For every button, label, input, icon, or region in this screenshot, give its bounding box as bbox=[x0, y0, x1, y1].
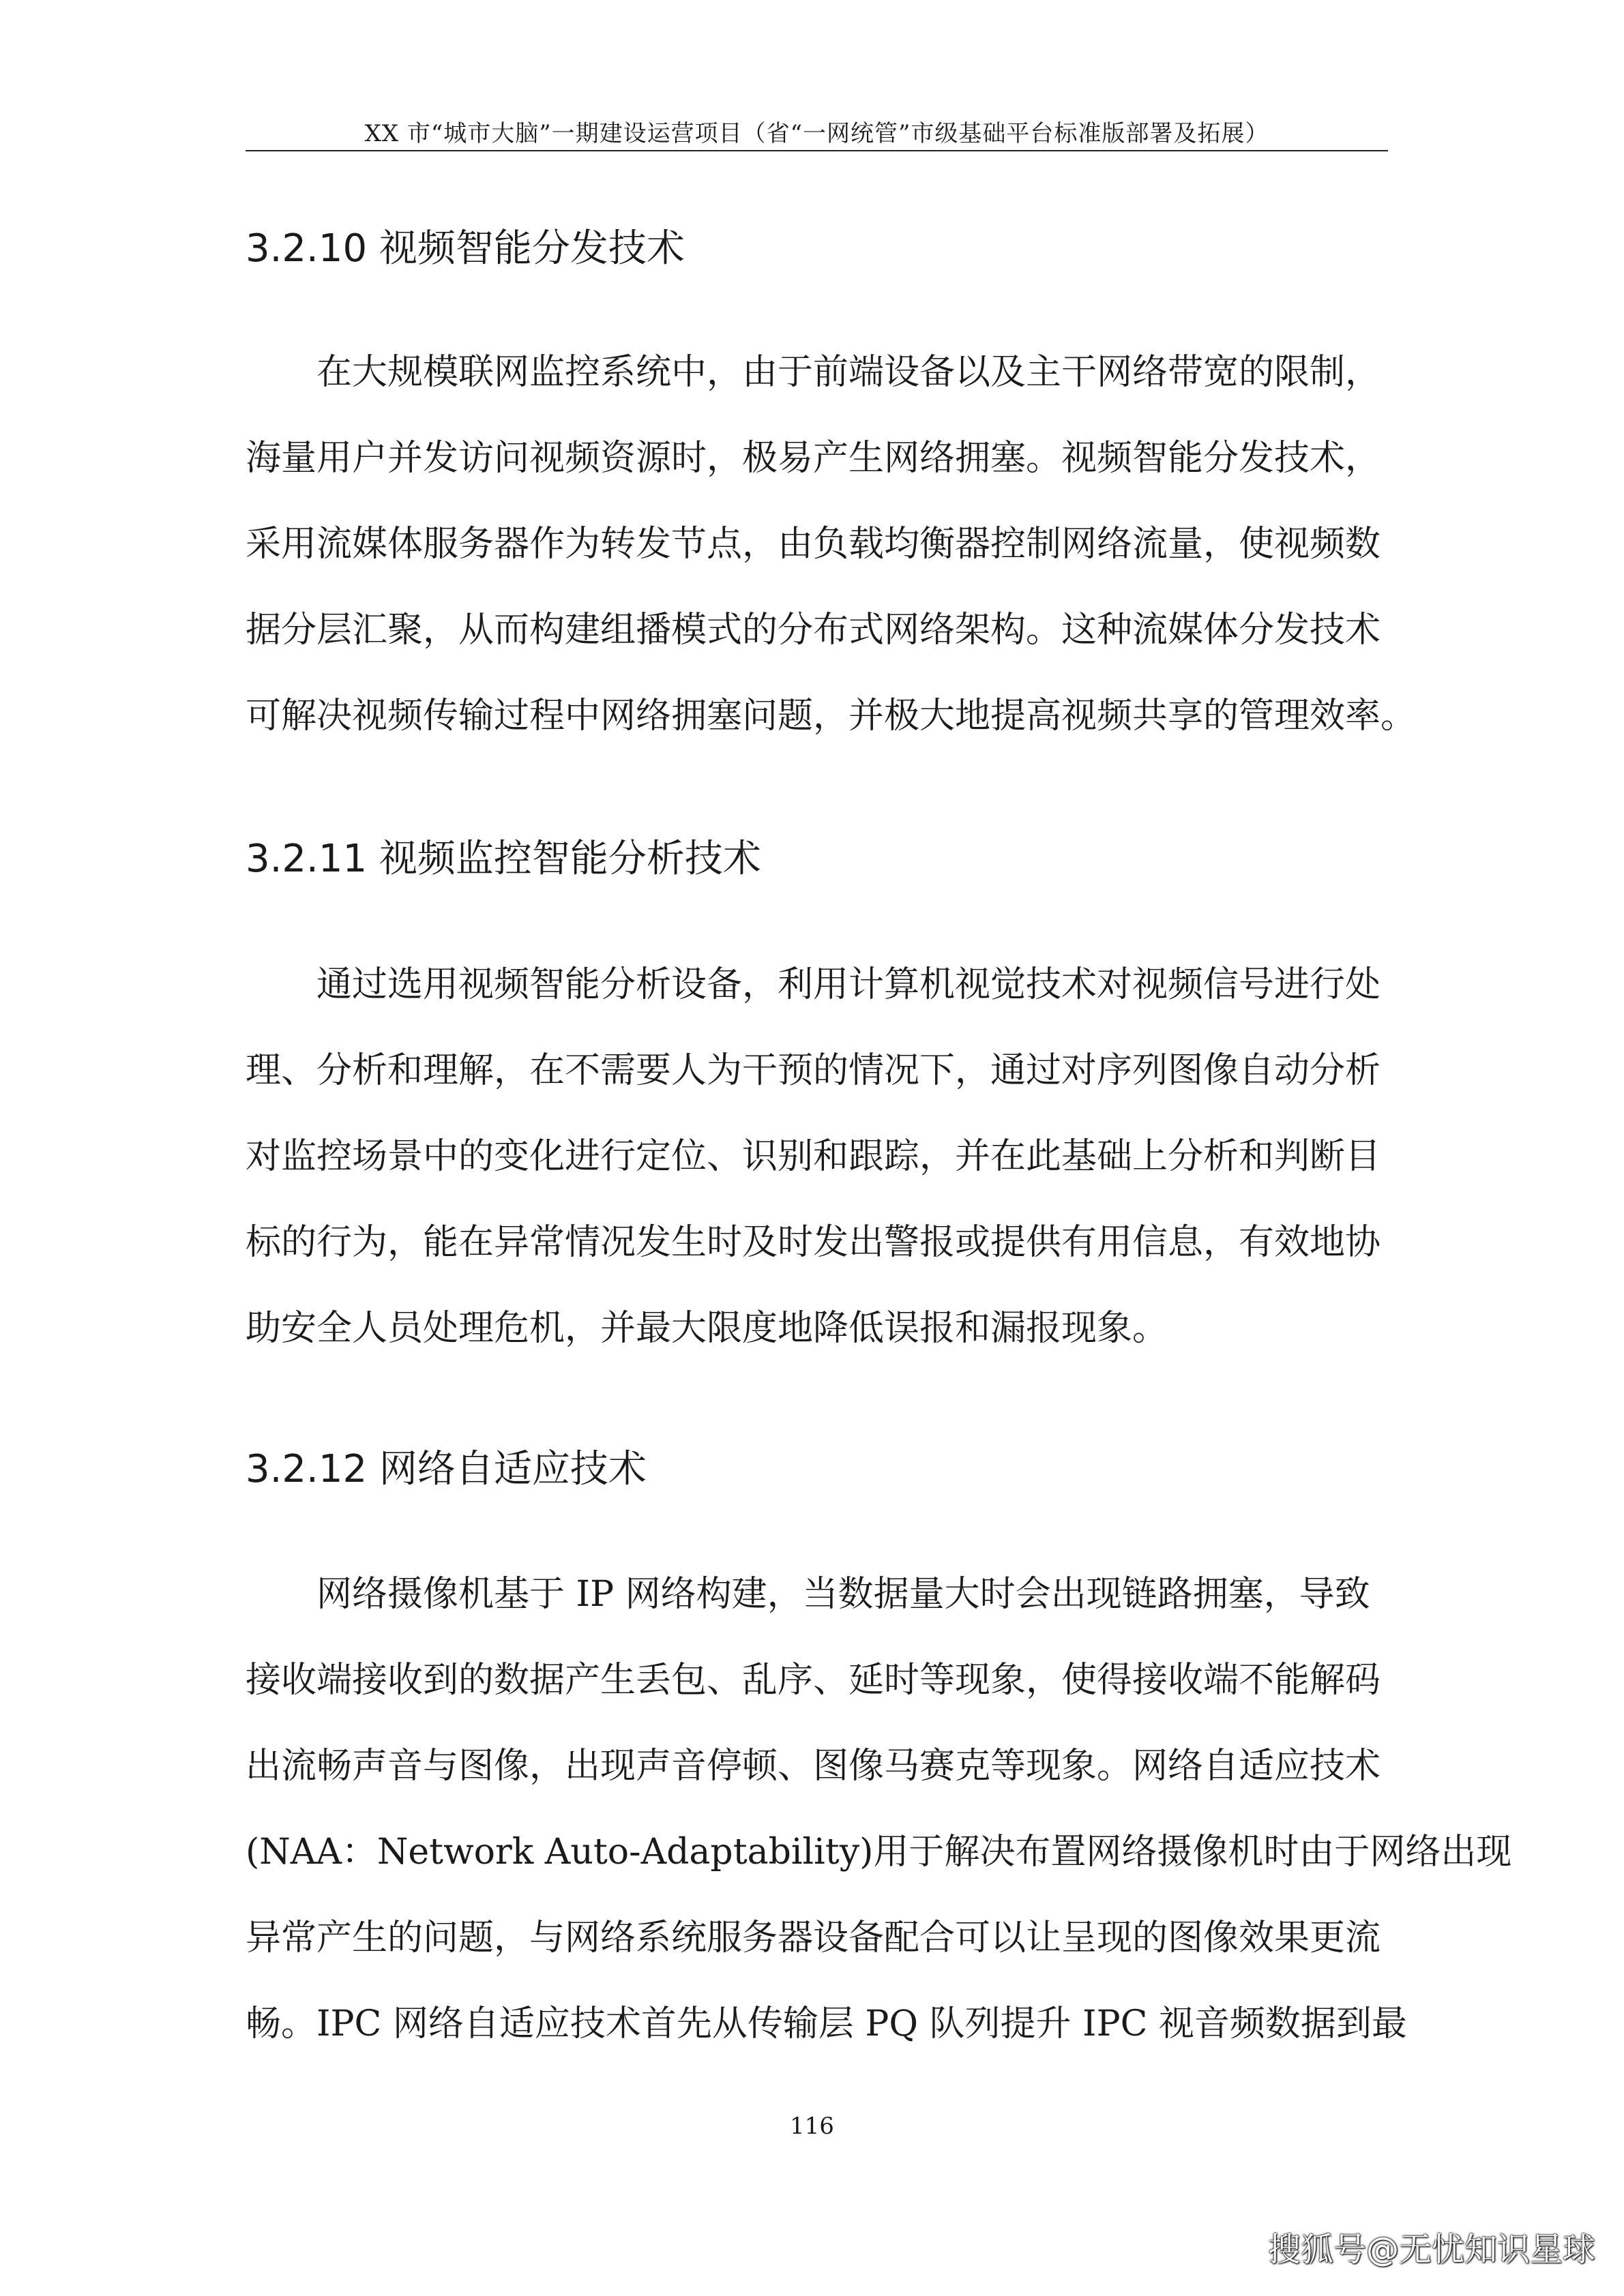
paragraph-line: 助安全人员处理危机，并最大限度地降低误报和漏报现象。 bbox=[246, 1308, 1168, 1349]
running-header: XX 市“城市大脑”一期建设运营项目（省“一网统管”市级基础平台标准版部署及拓展） bbox=[364, 120, 1269, 147]
paragraph-line: 异常产生的问题，与网络系统服务器设备配合可以让呈现的图像效果更流 bbox=[246, 1918, 1381, 1958]
paragraph-line: 通过选用视频智能分析设备，利用计算机视觉技术对视频信号进行处 bbox=[316, 964, 1381, 1005]
paragraph-line: (NAA：Network Auto-Adaptability)用于解决布置网络摄像机时由于网络出现 bbox=[246, 1832, 1512, 1873]
paragraph-line: 接收端接收到的数据产生丢包、乱序、延时等现象，使得接收端不能解码 bbox=[246, 1660, 1381, 1701]
paragraph-line: 可解决视频传输过程中网络拥塞问题，并极大地提高视频共享的管理效率。 bbox=[246, 696, 1417, 736]
paragraph-line: 在大规模联网监控系统中，由于前端设备以及主干网络带宽的限制， bbox=[316, 352, 1381, 393]
section-heading-3-2-11: 3.2.11 视频监控智能分析技术 bbox=[246, 837, 761, 881]
header-rule bbox=[246, 150, 1388, 151]
paragraph-line: 海量用户并发访问视频资源时，极易产生网络拥塞。视频智能分发技术， bbox=[246, 438, 1381, 479]
paragraph-line: 据分层汇聚，从而构建组播模式的分布式网络架构。这种流媒体分发技术 bbox=[246, 610, 1381, 651]
section-heading-3-2-12: 3.2.12 网络自适应技术 bbox=[246, 1447, 647, 1491]
paragraph-line: 畅。IPC 网络自适应技术首先从传输层 PQ 队列提升 IPC 视音频数据到最 bbox=[246, 2003, 1407, 2044]
paragraph-line: 对监控场景中的变化进行定位、识别和跟踪，并在此基础上分析和判断目 bbox=[246, 1136, 1381, 1177]
paragraph-line: 采用流媒体服务器作为转发节点，由负载均衡器控制网络流量，使视频数 bbox=[246, 524, 1381, 565]
paragraph-line: 出流畅声音与图像，出现声音停顿、图像马赛克等现象。网络自适应技术 bbox=[246, 1746, 1381, 1787]
paragraph-line: 网络摄像机基于 IP 网络构建，当数据量大时会出现链路拥塞，导致 bbox=[316, 1574, 1370, 1615]
section-heading-3-2-10: 3.2.10 视频智能分发技术 bbox=[246, 226, 685, 271]
page-number: 116 bbox=[790, 2113, 834, 2140]
paragraph-line: 标的行为，能在异常情况发生时及时发出警报或提供有用信息，有效地协 bbox=[246, 1222, 1381, 1263]
paragraph-line: 理、分析和理解，在不需要人为干预的情况下，通过对序列图像自动分析 bbox=[246, 1050, 1381, 1091]
watermark: 搜狐号@无忧知识星球 bbox=[1267, 2231, 1595, 2269]
